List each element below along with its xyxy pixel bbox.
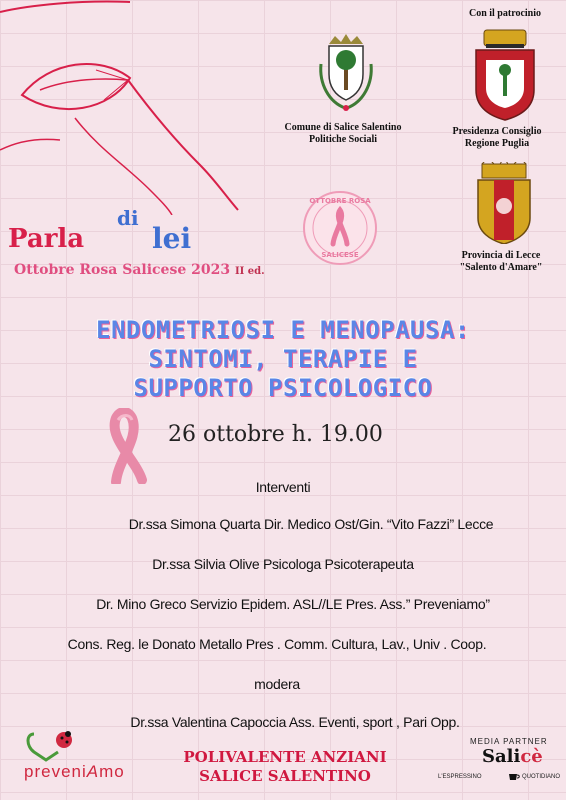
speaker-1: Dr.ssa Simona Quarta Dir. Medico Ost/Gin. “Vito Fazzi” Lecce: [128, 516, 494, 532]
pink-ribbon-icon: [96, 408, 158, 484]
provincia-line1: Provincia di Lecce: [461, 250, 541, 261]
brand-edition: II ed.: [234, 266, 265, 277]
event-date: 26 ottobre h. 19.00: [168, 422, 383, 447]
event-title: [0, 316, 566, 403]
comune-dept: Politiche Sociali: [308, 134, 378, 145]
preveniamo-logo-text: [24, 762, 125, 782]
lips-line-art: [0, 0, 240, 215]
speaker-2: Dr.ssa Silvia Olive Psicologa Psicoterapeuta: [152, 556, 414, 572]
venue-line-2: SALICE SALENTINO: [199, 767, 371, 785]
venue-line-1: POLIVALENTE ANZIANI: [183, 748, 387, 766]
patronage-label: Con il patrocinio: [468, 8, 542, 19]
coffee-cup-icon: [508, 772, 520, 782]
regione-line2: Regione Puglia: [464, 138, 530, 149]
title-line-1: ENDOMETRIOSI E MENOPAUSA:: [96, 316, 470, 344]
preveniamo-heart-icon: [24, 726, 76, 762]
comune-name: Comune di Salice Salentino: [284, 122, 402, 133]
seal-top-text: OTTOBRE ROSA: [309, 197, 371, 205]
regione-puglia-crest-icon: [470, 26, 540, 122]
brand-di: di: [117, 206, 139, 230]
provincia-lecce-crest-icon: [474, 162, 534, 244]
media-partner-tag-left: L'ESPRESSINO: [438, 774, 482, 780]
brand-subtitle-text: Ottobre Rosa Salicese 2023: [14, 262, 231, 278]
provincia-line2: "Salento d'Amare": [459, 262, 543, 273]
brand-subtitle: [14, 262, 265, 278]
seal-bottom-text: SALICESE: [321, 251, 359, 259]
brand-parla: Parla: [8, 224, 85, 254]
moderator: Dr.ssa Valentina Capoccia Ass. Eventi, sport , Pari Opp.: [130, 714, 460, 730]
salice-logo-b: cè: [520, 746, 543, 767]
media-partner-label: MEDIA PARTNER: [470, 737, 548, 746]
title-line-3: SUPPORTO PSICOLOGICO: [133, 374, 433, 402]
speaker-4: Cons. Reg. le Donato Metallo Pres . Comm. Cultura, Lav., Univ . Coop.: [67, 636, 487, 652]
media-partner-tag-right: QUOTIDIANO: [522, 774, 561, 780]
comune-coat-of-arms-icon: [315, 34, 377, 114]
title-line-2: SINTOMI, TERAPIE E: [148, 345, 418, 373]
preveniamo-a: preveni: [24, 762, 87, 781]
venue: [140, 748, 430, 786]
interventi-label: Interventi: [255, 479, 311, 495]
preveniamo-c: mo: [99, 762, 125, 781]
modera-label: modera: [254, 676, 300, 692]
regione-line1: Presidenza Consiglio: [452, 126, 542, 137]
preveniamo-b: A: [86, 762, 100, 781]
speaker-3: Dr. Mino Greco Servizio Epidem. ASL//LE Pres. Ass.” Preveniamo”: [96, 596, 490, 612]
salice-logo: [482, 746, 543, 767]
salice-logo-a: Sali: [482, 746, 521, 767]
brand-lei: lei: [152, 222, 192, 255]
